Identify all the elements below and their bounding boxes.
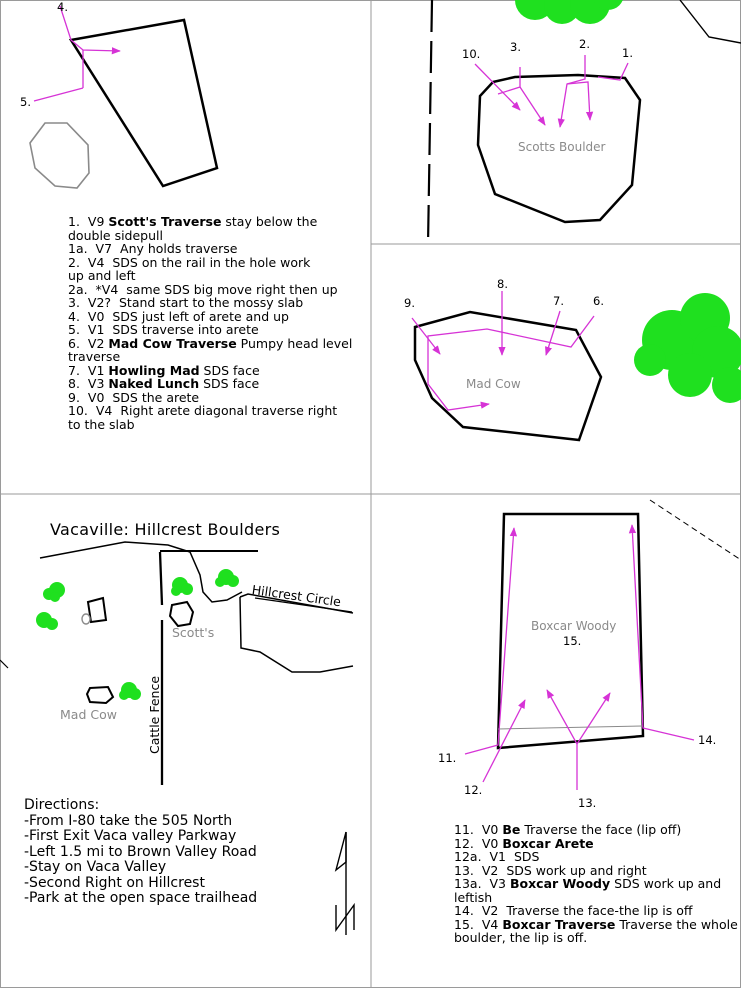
madcow-label-6: 6. <box>593 294 604 308</box>
route-rest: SDS <box>510 849 540 864</box>
route-grade: V0 <box>87 389 105 405</box>
route-rest: Pumpy head level <box>236 335 353 351</box>
route-cont: to the slab <box>68 416 135 432</box>
route-num: 12a. <box>454 849 482 864</box>
madcow-label-8: 8. <box>497 277 508 291</box>
route-rest: Traverse the whole <box>615 916 738 932</box>
route-num: 3. <box>68 295 80 310</box>
boxcar-lip-line <box>498 726 643 729</box>
route-rest: Any holds traverse <box>116 241 238 256</box>
scotts-route-lines <box>475 55 628 127</box>
route-num: 4. <box>68 308 80 324</box>
north-arrow-icon <box>336 832 354 935</box>
route-rest: SDS face <box>199 362 260 378</box>
scotts-label-10: 10. <box>462 47 481 61</box>
map-label-scotts: Scott's <box>172 625 215 640</box>
route-num: 15. <box>454 916 474 932</box>
map-title: Vacaville: Hillcrest Boulders <box>50 520 281 539</box>
route-rest: SDS the arete <box>108 389 200 405</box>
route-entry <box>454 877 738 891</box>
scotts-label-3: 3. <box>510 40 521 54</box>
boxcar-label-11: 11. <box>438 751 457 765</box>
route-entry <box>68 337 352 351</box>
boxcar-label-13: 13. <box>578 796 597 810</box>
br-dashed-line <box>650 500 741 560</box>
route-entry <box>454 823 738 837</box>
route-cont: up and left <box>68 268 136 283</box>
route-num: 6. <box>68 335 80 351</box>
map-madcow-boulder <box>87 687 113 703</box>
route-rest: Right arete diagonal traverse right <box>116 403 338 418</box>
route-grade: V3 <box>489 876 507 891</box>
route-rest: Traverse the face (lip off) <box>520 822 682 837</box>
tl-gray-boulder <box>30 123 89 188</box>
route-grade: V4 <box>95 403 113 418</box>
route-rest: SDS on the rail in the hole work <box>108 254 311 270</box>
tl-boulder-outline <box>71 20 217 186</box>
scotts-label-1: 1. <box>622 46 633 60</box>
route-rest: SDS traverse into arete <box>108 322 259 337</box>
route-cont: leftish <box>454 889 493 905</box>
route-entry <box>68 296 352 310</box>
tr-top-right-curve <box>680 0 741 43</box>
route-rest: Stand start to the mossy slab <box>115 295 304 310</box>
route-rest: SDS just left of arete and up <box>108 308 289 324</box>
route-rest: SDS face <box>199 376 260 391</box>
route-entry <box>454 850 738 864</box>
route-grade: V4 <box>87 254 105 270</box>
map-left-edge-mark <box>0 660 8 668</box>
route-entry <box>68 377 352 391</box>
route-name: Boxcar Traverse <box>502 916 616 932</box>
route-num: 7. <box>68 362 80 378</box>
route-grade: V2? <box>87 295 112 310</box>
route-entry <box>454 918 738 932</box>
route-name: Scott's Traverse <box>108 214 222 229</box>
route-rest: SDS work up and right <box>502 862 647 878</box>
boxcar-boulder-num: 15. <box>563 634 582 648</box>
route-num: 12. <box>454 835 474 851</box>
direction-step: -Stay on Vaca Valley <box>24 859 167 875</box>
route-num: 2a. <box>68 281 88 297</box>
route-grade: V7 <box>95 241 113 256</box>
map-scotts-boulder <box>88 598 106 622</box>
route-grade: V0 <box>481 822 499 837</box>
route-grade: V1 <box>87 362 105 378</box>
route-num: 9. <box>68 389 80 405</box>
route-entry <box>68 323 352 337</box>
madcow-boulder-name: Mad Cow <box>466 377 521 391</box>
route-num: 2. <box>68 254 80 270</box>
tl-label-4: 4. <box>57 0 68 14</box>
route-rest: stay below the <box>221 214 318 229</box>
tl-route-list <box>68 215 352 431</box>
map-label-madcow: Mad Cow <box>60 707 117 722</box>
route-num: 5. <box>68 322 80 337</box>
route-grade: *V4 <box>95 281 119 297</box>
direction-step: -First Exit Vaca valley Parkway <box>24 828 237 844</box>
route-name: Boxcar Woody <box>510 876 611 891</box>
route-num: 10. <box>68 403 88 418</box>
tl-route-lines <box>34 6 120 101</box>
directions-block <box>24 798 257 907</box>
map-small-boulder <box>82 614 90 624</box>
fence-label: Cattle Fence <box>147 675 162 754</box>
route-grade: V2 <box>87 335 105 351</box>
route-cont: boulder, the lip is off. <box>454 930 588 945</box>
route-num: 8. <box>68 376 80 391</box>
route-entry <box>68 283 352 297</box>
route-entry <box>68 364 352 378</box>
route-cont: traverse <box>68 349 121 364</box>
route-entry <box>68 391 352 405</box>
route-rest: same SDS big move right then up <box>122 281 338 297</box>
br-route-list <box>454 823 738 945</box>
directions-title: Directions: <box>24 797 100 813</box>
route-name: Boxcar Arete <box>502 835 594 851</box>
route-grade: V2 <box>481 903 499 918</box>
route-num: 13a. <box>454 876 482 891</box>
tr-bush-top <box>515 0 624 24</box>
route-rest: Traverse the face-the lip is off <box>502 903 693 918</box>
route-entry <box>68 256 352 270</box>
route-grade: V1 <box>87 322 105 337</box>
route-grade: V9 <box>87 214 105 229</box>
route-grade: V1 <box>489 849 507 864</box>
route-grade: V3 <box>87 376 105 391</box>
route-rest: SDS work up and <box>610 876 722 891</box>
boxcar-boulder-name: Boxcar Woody <box>531 619 617 633</box>
route-num: 14. <box>454 903 474 918</box>
direction-step: -Park at the open space trailhead <box>24 890 258 906</box>
route-name: Howling Mad <box>108 362 200 378</box>
route-entry <box>68 242 352 256</box>
direction-step: -Second Right on Hillcrest <box>24 874 205 891</box>
scotts-label-2: 2. <box>579 37 590 51</box>
route-name: Mad Cow Traverse <box>108 335 237 351</box>
route-grade: V0 <box>87 308 105 324</box>
road-label-hillcrest: Hillcrest Circle <box>250 582 342 610</box>
map-scotts-boulder-2 <box>170 602 193 626</box>
madcow-label-9: 9. <box>404 296 415 310</box>
tr-dashed-line <box>428 0 432 245</box>
boxcar-label-14: 14. <box>698 733 717 747</box>
route-name: Be <box>502 822 521 837</box>
boxcar-label-12: 12. <box>464 783 483 797</box>
tl-label-5: 5. <box>20 95 31 109</box>
route-grade: V4 <box>481 916 499 932</box>
route-num: 11. <box>454 822 474 837</box>
route-entry <box>68 215 352 229</box>
direction-step: -Left 1.5 mi to Brown Valley Road <box>24 843 257 860</box>
madcow-label-7: 7. <box>553 294 564 308</box>
madcow-route-lines <box>412 291 594 410</box>
route-cont: double sidepull <box>68 227 163 243</box>
route-num: 13. <box>454 862 474 878</box>
route-name: Naked Lunch <box>108 376 200 391</box>
tr-bush-right <box>634 293 741 403</box>
route-num: 1. <box>68 214 80 229</box>
route-entry <box>68 404 352 418</box>
route-num: 1a. <box>68 241 88 256</box>
route-entry <box>454 864 738 878</box>
route-entry <box>454 904 738 918</box>
route-grade: V2 <box>481 862 499 878</box>
route-entry <box>454 837 738 851</box>
route-grade: V0 <box>481 835 499 851</box>
direction-step: -From I-80 take the 505 North <box>24 812 233 829</box>
madcow-boulder-outline <box>415 312 601 440</box>
route-entry <box>68 310 352 324</box>
scotts-boulder-name: Scotts Boulder <box>518 140 606 154</box>
